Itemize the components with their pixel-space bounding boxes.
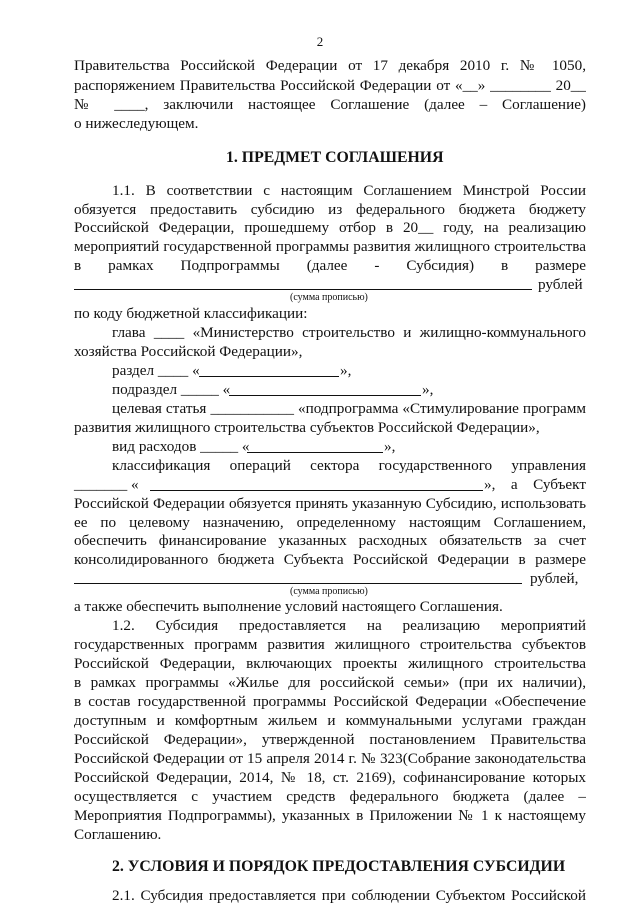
text-line: в рамках программы «Жилье для российской семьи» (при их наличии), (74, 674, 586, 691)
text-line: », (340, 362, 352, 379)
blank-line (150, 476, 483, 491)
text-line: о нижеследующем. (74, 115, 199, 132)
blank-line (247, 438, 383, 453)
text-line: целевая статья ___________ «подпрограмма «Стимулирование программ (112, 400, 586, 417)
amount-blank-line (74, 567, 522, 584)
text-line: вид расходов _____ « (112, 438, 250, 455)
text-line: Мероприятия Подпрограммы), указанных в Приложении № 1 к настоящему (74, 807, 586, 824)
section-heading-1: 1. ПРЕДМЕТ СОГЛАШЕНИЯ (226, 149, 444, 166)
caption-sum-in-words: (сумма прописью) (290, 292, 368, 303)
text-line: мероприятий государственной программы развития жилищного строительства (74, 238, 586, 255)
text-line: 1.1. В соответствии с настоящим Соглашением Минстрой России (112, 182, 586, 199)
text-line: консолидированного бюджета Субъекта Российской Федерации в размере (74, 551, 586, 568)
text-line: Российской Федерации от 15 апреля 2014 г. № 323(Собрание законодательства (74, 750, 586, 767)
text-line: рублей (538, 276, 583, 293)
text-line: », (422, 381, 434, 398)
page-number: 2 (316, 34, 324, 49)
text-line: № ____, заключили настоящее Соглашение (далее – Соглашение) (74, 96, 586, 113)
text-line: распоряжением Правительства Российской Федерации от «__» ________ 20__ (74, 77, 586, 94)
text-line: в состав государственной программы Российской Федерации «Обеспечение (74, 693, 586, 710)
text-line: классификация операций сектора государственного управления (112, 457, 586, 474)
text-line: ее по целевому назначению, определенному настоящим Соглашением, (74, 514, 586, 531)
text-line: Российской Федерации, прошедшему отбор в 20__ году, на реализацию (74, 219, 586, 236)
text-line: Российской Федерации», утвержденной постановлением Правительства (74, 731, 586, 748)
text-line: Соглашению. (74, 826, 162, 843)
text-line: в рамках Подпрограммы (далее - Субсидия) в размере (74, 257, 586, 274)
text-line: осуществляется с участием средств федерального бюджета (далее – (74, 788, 586, 805)
text-line: а также обеспечить выполнение условий настоящего Соглашения. (74, 598, 503, 615)
text-line: _______ « (74, 476, 139, 493)
blank-line (229, 381, 421, 396)
text-line: развития жилищного строительства субъектов Российской Федерации», (74, 419, 540, 436)
text-line: », (384, 438, 396, 455)
text-line: Российской Федерации, включающих проекты жилищного строительства (74, 655, 586, 672)
text-line: Российской Федерации обязуется принять указанную Субсидию, использовать (74, 495, 586, 512)
caption-sum-in-words: (сумма прописью) (290, 586, 368, 597)
text-line: », а Субъект (484, 476, 586, 493)
text-line: обеспечить финансирование указанных расходных обязательств за счет (74, 532, 586, 549)
text-line: хозяйства Российской Федерации», (74, 343, 303, 360)
text-line: по коду бюджетной классификации: (74, 305, 308, 322)
text-line: 1.2. Субсидия предоставляется на реализацию мероприятий (112, 617, 586, 634)
text-line: рублей, (530, 570, 579, 587)
text-line: государственных программ развития жилищного строительства субъектов (74, 636, 586, 653)
text-line: подраздел _____ « (112, 381, 231, 398)
text-line: 2.1. Субсидия предоставляется при соблюдении Субъектом Российской (112, 887, 586, 904)
text-line: раздел ____ « (112, 362, 200, 379)
text-line: доступным и комфортным жильем и коммунальными услугами граждан (74, 712, 586, 729)
blank-line (199, 362, 339, 377)
text-line: глава ____ «Министерство строительство и жилищно-коммунального (112, 324, 586, 341)
text-line: Российской Федерации, 2014, № 18, ст. 2169), софинансирование которых (74, 769, 586, 786)
amount-blank-line (74, 273, 532, 290)
text-line: обязуется предоставить субсидию из федерального бюджета бюджету (74, 201, 586, 218)
section-heading-2: 2. УСЛОВИЯ И ПОРЯДОК ПРЕДОСТАВЛЕНИЯ СУБСИДИИ (112, 858, 566, 875)
text-line: Правительства Российской Федерации от 17 декабря 2010 г. № 1050, (74, 57, 586, 74)
